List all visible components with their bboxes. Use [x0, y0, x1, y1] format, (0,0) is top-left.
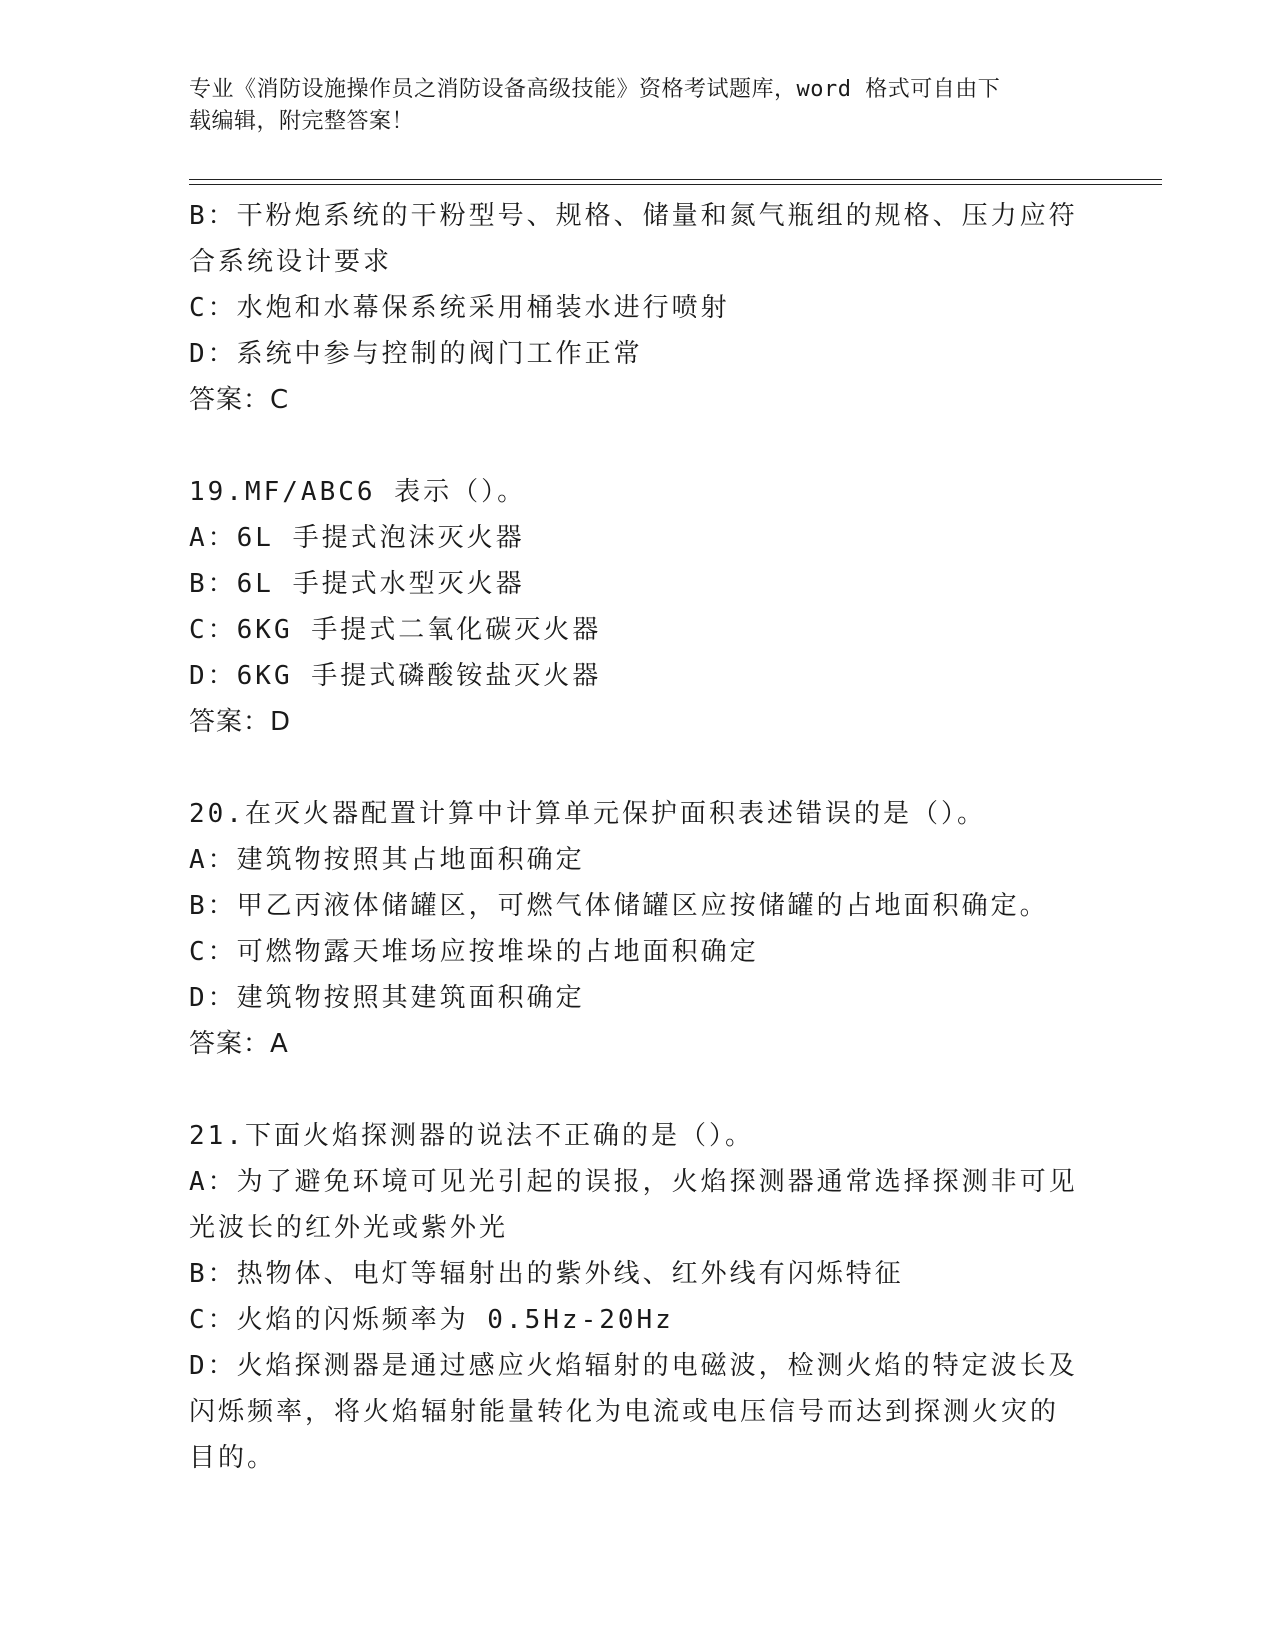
spacer: [189, 1067, 1089, 1113]
question-19-block: [189, 469, 1089, 745]
option-b-line-1: B：干粉炮系统的干粉型号、规格、储量和氮气瓶组的规格、压力应符: [189, 201, 1078, 231]
question-20-answer: 答案：A: [189, 1029, 289, 1059]
question-20-stem: 20.在灭火器配置计算中计算单元保护面积表述错误的是（）。: [189, 799, 986, 829]
option-d: D：系统中参与控制的阀门工作正常: [189, 339, 643, 369]
question-21-option-c: C：火焰的闪烁频率为 0.5Hz-20Hz: [189, 1305, 674, 1335]
question-21-option-d-line-1: D：火焰探测器是通过感应火焰辐射的电磁波，检测火焰的特定波长及: [189, 1351, 1078, 1381]
prev-question-block: [189, 193, 1089, 423]
question-20-option-d: D：建筑物按照其建筑面积确定: [189, 983, 585, 1013]
question-19-option-a: A：6L 手提式泡沫灭火器: [189, 523, 525, 553]
question-19-option-b: B：6L 手提式水型灭火器: [189, 569, 525, 599]
question-21-stem: 21.下面火焰探测器的说法不正确的是（）。: [189, 1121, 754, 1151]
header-divider-bottom: [189, 184, 1162, 185]
question-21-option-b: B：热物体、电灯等辐射出的紫外线、红外线有闪烁特征: [189, 1259, 904, 1289]
answer: 答案：C: [189, 385, 290, 415]
question-19-stem: 19.MF/ABC6 表示（）。: [189, 477, 527, 507]
question-21-option-a-line-2: 光波长的红外光或紫外光: [189, 1213, 509, 1243]
spacer: [189, 745, 1089, 791]
question-content: [189, 193, 1089, 1481]
question-20-option-a: A：建筑物按照其占地面积确定: [189, 845, 585, 875]
header-text-line-2: 载编辑，附完整答案！: [189, 109, 415, 134]
question-19-answer: 答案：D: [189, 707, 292, 737]
option-c: C：水炮和水幕保系统采用桶装水进行喷射: [189, 293, 730, 323]
question-21-option-d-line-3: 目的。: [189, 1443, 277, 1473]
question-20-option-c: C：可燃物露天堆场应按堆垛的占地面积确定: [189, 937, 759, 967]
question-20-option-b: B：甲乙丙液体储罐区，可燃气体储罐区应按储罐的占地面积确定。: [189, 891, 1049, 921]
question-19-option-d: D：6KG 手提式磷酸铵盐灭火器: [189, 661, 602, 691]
header-divider-top: [189, 179, 1162, 180]
page-header: [189, 74, 1089, 138]
header-text-line-1: 专业《消防设施操作员之消防设备高级技能》资格考试题库，word 格式可自由下: [189, 77, 1001, 102]
question-21-option-d-line-2: 闪烁频率，将火焰辐射能量转化为电流或电压信号而达到探测火灾的: [189, 1397, 1060, 1427]
question-19-option-c: C：6KG 手提式二氧化碳灭火器: [189, 615, 602, 645]
spacer: [189, 423, 1089, 469]
question-21-option-a-line-1: A：为了避免环境可见光引起的误报，火焰探测器通常选择探测非可见: [189, 1167, 1078, 1197]
question-20-block: [189, 791, 1089, 1067]
option-b-line-2: 合系统设计要求: [189, 247, 393, 277]
question-21-block: [189, 1113, 1089, 1481]
